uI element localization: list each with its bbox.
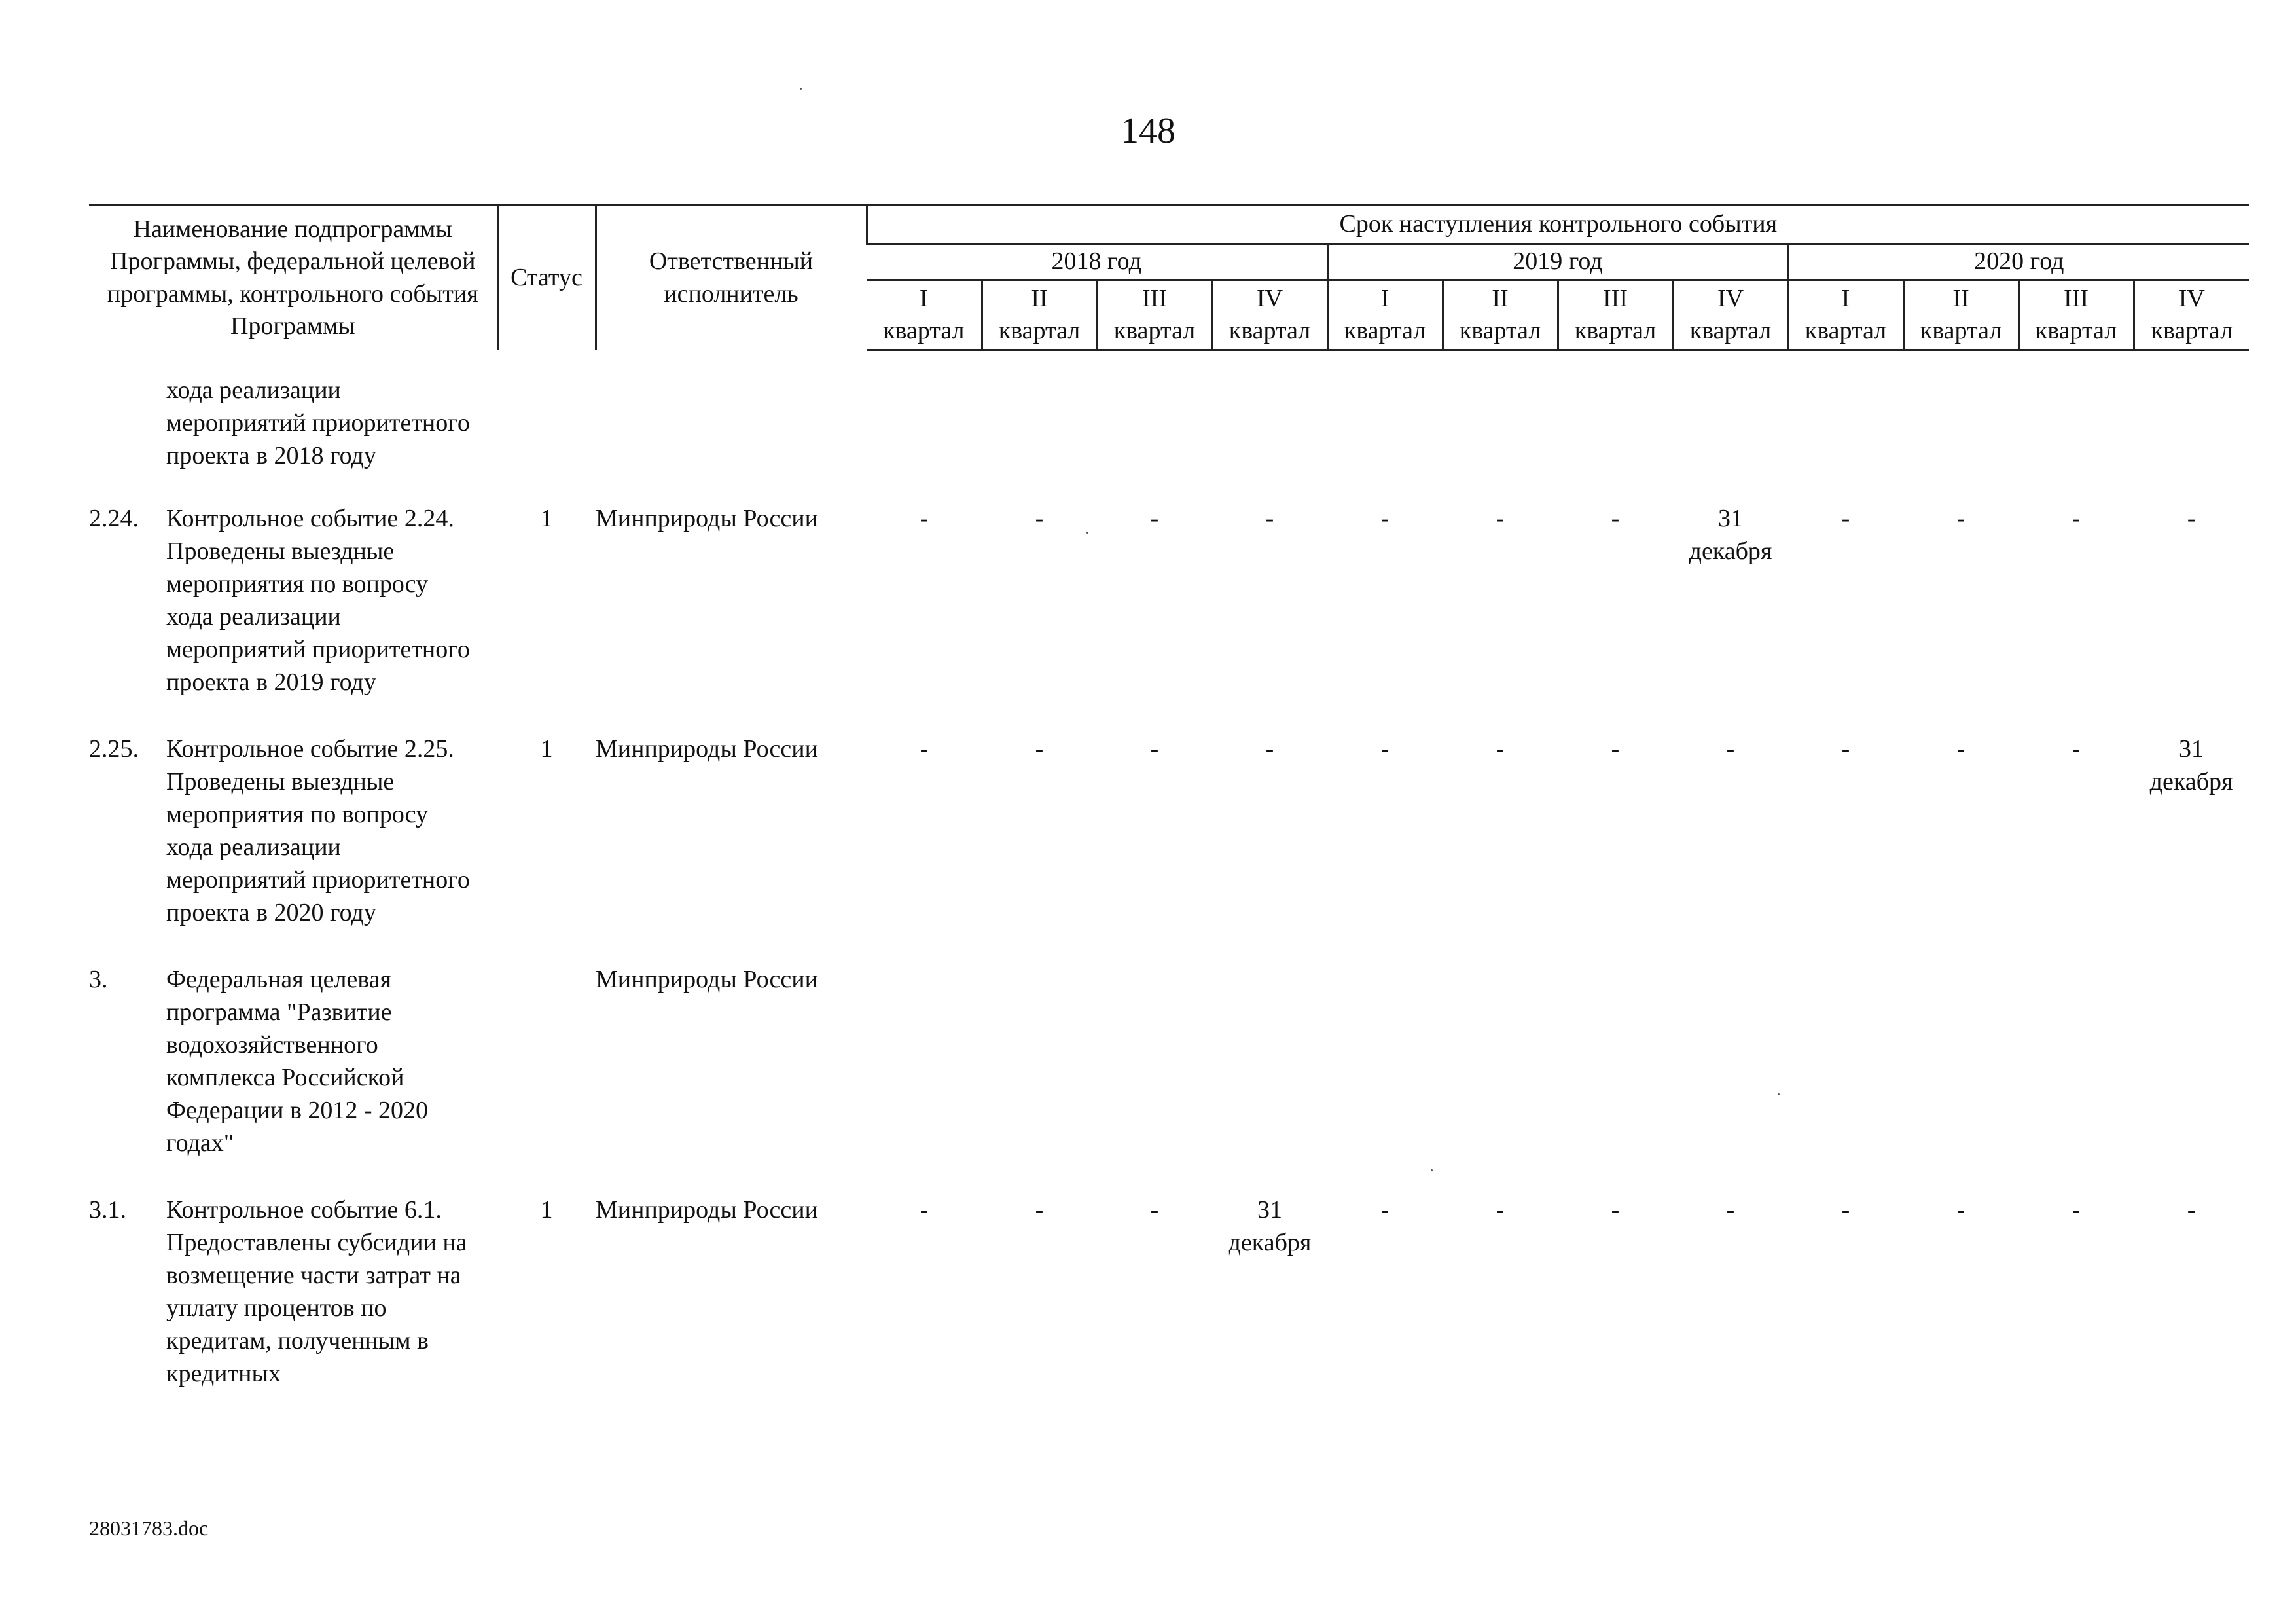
quarter-word: квартал — [1229, 317, 1311, 344]
quarter-numeral: I — [1841, 284, 1850, 312]
quarter-word: квартал — [2151, 317, 2233, 344]
scan-speck — [1431, 1169, 1433, 1171]
quarter-cell: - — [1150, 1195, 1159, 1224]
status-cell — [497, 350, 596, 492]
quarter-cell: - — [920, 735, 929, 763]
header-executor: Ответственный исполнитель — [596, 206, 867, 350]
quarter-cell: 31 декабря — [1689, 504, 1772, 565]
quarter-numeral: III — [1142, 284, 1167, 312]
quarter-cell: - — [1611, 504, 1620, 532]
quarter-cell — [867, 953, 982, 1183]
header-quarter — [982, 280, 1097, 350]
quarter-cell: - — [1496, 1195, 1505, 1224]
quarter-cell — [1097, 350, 1212, 492]
event-cell — [89, 953, 497, 1183]
quarter-cell: - — [1841, 1195, 1850, 1224]
quarter-cell — [867, 350, 982, 492]
status-cell: 1 — [540, 735, 553, 763]
header-quarter — [867, 280, 982, 350]
quarter-word: квартал — [1459, 317, 1541, 344]
quarter-cell — [982, 350, 1097, 492]
quarter-cell: 31 декабря — [1228, 1195, 1312, 1256]
quarter-cell — [982, 953, 1097, 1183]
file-name: 28031783.doc — [89, 1516, 209, 1540]
row-number: 3.1. — [89, 1195, 126, 1224]
quarter-numeral: I — [919, 284, 928, 312]
quarter-cell — [1788, 350, 1903, 492]
quarter-cell: - — [1726, 1195, 1735, 1224]
scan-speck — [800, 88, 802, 90]
table-row — [89, 953, 2249, 1183]
header-quarter — [2134, 280, 2249, 350]
quarter-cell: - — [1611, 735, 1620, 763]
quarter-cell: - — [2187, 1195, 2196, 1224]
header-quarter — [1788, 280, 1903, 350]
quarter-cell — [2018, 350, 2134, 492]
header-year-2020: 2020 год — [1788, 244, 2249, 280]
executor-cell: Минприроды России — [596, 735, 818, 763]
event-name: Контрольное событие 2.25. Проведены выездные мероприятия по вопросу хода реализации мероприятий приоритетного проекта в 2020 году — [166, 735, 470, 926]
event-cell — [89, 722, 497, 953]
quarter-cell — [1558, 350, 1673, 492]
quarter-cell: - — [1496, 735, 1505, 763]
header-name: Наименование подпрограммы Программы, федеральной целевой программы, контрольного события Программы — [89, 206, 497, 350]
header-quarter — [2018, 280, 2134, 350]
quarter-cell: - — [2072, 1195, 2081, 1224]
quarter-cell: - — [2187, 504, 2196, 532]
quarter-cell: - — [1265, 504, 1274, 532]
quarter-numeral: IV — [1717, 284, 1744, 312]
quarter-cell: - — [1150, 735, 1159, 763]
header-quarter — [1097, 280, 1212, 350]
quarter-cell — [2134, 350, 2249, 492]
quarter-cell — [1558, 953, 1673, 1183]
scan-speck — [1778, 1093, 1780, 1095]
table-row — [89, 492, 2249, 722]
header-quarter — [1673, 280, 1788, 350]
header-year-2018: 2018 год — [867, 244, 1327, 280]
quarter-cell: - — [920, 1195, 929, 1224]
quarter-cell — [1673, 350, 1788, 492]
executor-cell: Минприроды России — [596, 965, 818, 993]
event-name: хода реализации мероприятий приоритетного проекта в 2018 году — [166, 376, 470, 469]
quarter-word: квартал — [998, 317, 1081, 344]
quarter-cell: - — [1380, 1195, 1390, 1224]
quarter-cell: - — [1956, 1195, 1965, 1224]
quarter-cell: - — [1841, 735, 1850, 763]
header-quarter — [1558, 280, 1673, 350]
quarter-numeral: II — [1952, 284, 1969, 312]
status-cell: 1 — [540, 1195, 553, 1224]
quarter-word: квартал — [1689, 317, 1772, 344]
quarter-cell — [1327, 953, 1443, 1183]
quarter-cell: - — [1956, 735, 1965, 763]
event-cell — [89, 492, 497, 722]
header-year-2019: 2019 год — [1327, 244, 1788, 280]
quarter-cell — [1443, 350, 1558, 492]
quarter-word: квартал — [882, 317, 965, 344]
quarter-cell — [2018, 953, 2134, 1183]
header-quarter — [1212, 280, 1327, 350]
quarter-word: квартал — [1113, 317, 1196, 344]
row-number: 3. — [89, 965, 108, 993]
quarter-cell: - — [1496, 504, 1505, 532]
status-cell: 1 — [540, 504, 553, 532]
quarter-cell: - — [1726, 735, 1735, 763]
quarter-numeral: IV — [1256, 284, 1283, 312]
quarter-word: квартал — [1344, 317, 1426, 344]
event-cell — [89, 1183, 497, 1413]
quarter-cell: - — [1841, 504, 1850, 532]
quarter-cell — [1212, 350, 1327, 492]
quarter-cell: - — [1035, 1195, 1044, 1224]
quarter-cell — [1673, 953, 1788, 1183]
quarter-word: квартал — [1804, 317, 1887, 344]
quarter-cell: - — [1035, 504, 1044, 532]
quarter-numeral: II — [1031, 284, 1048, 312]
row-number: 2.24. — [89, 504, 139, 532]
table-row — [89, 350, 2249, 492]
event-name: Контрольное событие 2.24. Проведены выездные мероприятия по вопросу хода реализации мероприятий приоритетного проекта в 2019 году — [166, 504, 470, 696]
quarter-word: квартал — [2035, 317, 2117, 344]
quarter-word: квартал — [1574, 317, 1657, 344]
quarter-cell: - — [920, 504, 929, 532]
event-cell — [89, 350, 497, 492]
quarter-cell: - — [1380, 504, 1390, 532]
executor-cell — [596, 350, 867, 492]
quarter-cell: - — [1611, 1195, 1620, 1224]
quarter-cell — [1097, 953, 1212, 1183]
quarter-numeral: III — [2064, 284, 2089, 312]
row-number: 2.25. — [89, 735, 139, 763]
quarter-numeral: II — [1492, 284, 1509, 312]
quarter-cell: - — [2072, 735, 2081, 763]
quarter-cell — [1903, 350, 2018, 492]
quarter-cell: - — [2072, 504, 2081, 532]
control-events-table — [89, 204, 2249, 1413]
status-cell — [497, 953, 596, 1183]
quarter-cell: - — [1956, 504, 1965, 532]
row-number — [89, 374, 166, 472]
page-number: 148 — [1121, 111, 1175, 151]
event-name: Федеральная целевая программа "Развитие водохозяйственного комплекса Российской Федерации в 2012 - 2020 годах" — [166, 965, 429, 1157]
quarter-cell — [1788, 953, 1903, 1183]
executor-cell: Минприроды России — [596, 504, 818, 532]
quarter-cell — [1327, 350, 1443, 492]
quarter-cell: - — [1035, 735, 1044, 763]
table-row — [89, 722, 2249, 953]
quarter-cell: - — [1380, 735, 1390, 763]
event-name: Контрольное событие 6.1. Предоставлены субсидии на возмещение части затрат на уплату процентов по кредитам, полученным в кредитных — [166, 1195, 467, 1387]
table-row — [89, 1183, 2249, 1413]
header-deadline: Срок наступления контрольного события — [867, 206, 2249, 244]
header-quarter — [1443, 280, 1558, 350]
quarter-cell — [1903, 953, 2018, 1183]
quarter-cell: - — [1150, 504, 1159, 532]
quarter-cell — [1443, 953, 1558, 1183]
quarter-numeral: IV — [2178, 284, 2205, 312]
scan-speck — [1086, 532, 1088, 534]
quarter-numeral: III — [1603, 284, 1628, 312]
executor-cell: Минприроды России — [596, 1195, 818, 1224]
quarter-word: квартал — [1920, 317, 2002, 344]
quarter-cell: - — [1265, 735, 1274, 763]
header-quarter — [1327, 280, 1443, 350]
quarter-cell — [2134, 953, 2249, 1183]
quarter-cell — [1212, 953, 1327, 1183]
header-status: Статус — [497, 206, 596, 350]
quarter-cell: 31 декабря — [2149, 735, 2233, 795]
quarter-numeral: I — [1380, 284, 1390, 312]
header-quarter — [1903, 280, 2018, 350]
